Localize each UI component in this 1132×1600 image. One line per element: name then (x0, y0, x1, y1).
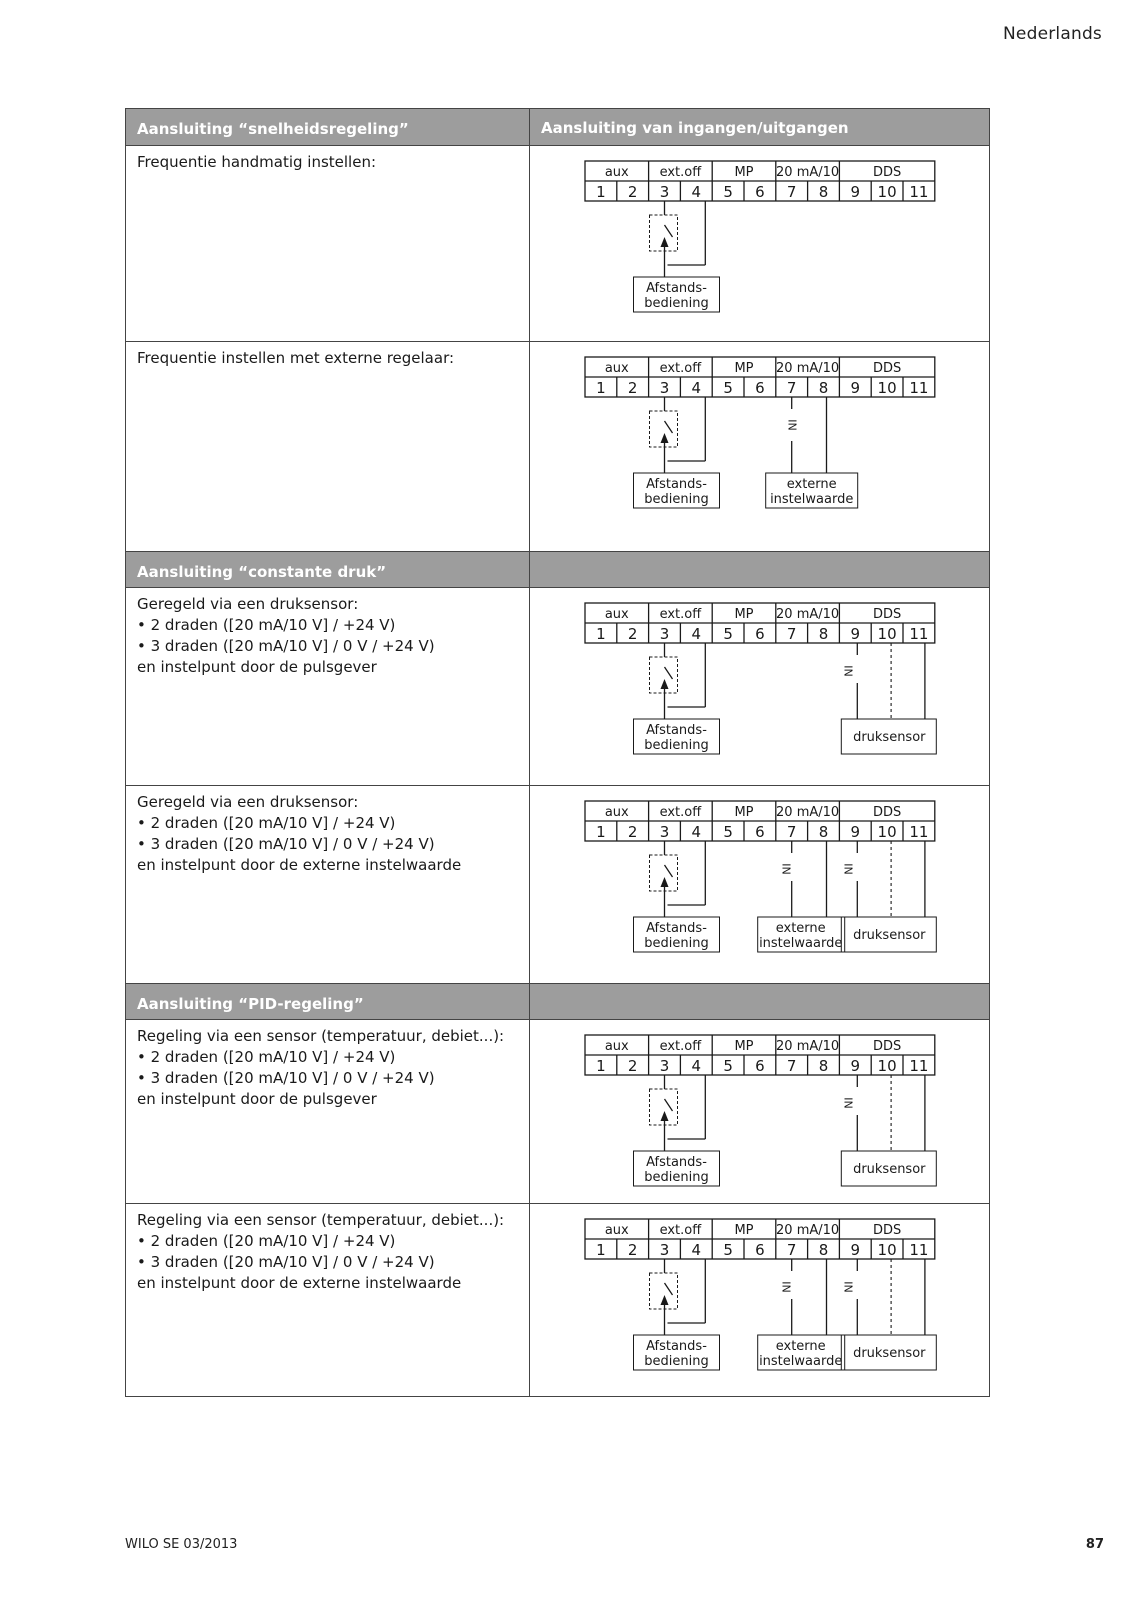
terminal-6: 6 (755, 1241, 765, 1259)
page-number: 87 (1085, 1537, 1104, 1552)
group-label-extoff: ext.off (659, 607, 702, 622)
group-label-aux: aux (604, 1223, 629, 1238)
terminal-1: 1 (596, 1241, 606, 1259)
in-label-external: IN (779, 863, 793, 875)
terminal-10: 10 (877, 625, 897, 643)
terminal-3: 3 (659, 1057, 670, 1075)
table-header-speed (126, 109, 989, 145)
terminal-7: 7 (786, 823, 797, 841)
group-label-aux: aux (604, 165, 629, 180)
row-description: Geregeld via een druksensor: • 2 draden ([20 mA/10 V] / +24 V) • 3 draden ([20 mA/10 V] / 0 V / +24 V) en instelpunt door de pulsgever (126, 588, 530, 785)
terminal-9: 9 (850, 379, 861, 397)
terminal-11: 11 (909, 379, 929, 397)
pressure-sensor-label: druksensor (853, 1346, 926, 1361)
remote-control-label-2: bediening (644, 296, 709, 311)
terminal-3: 3 (659, 183, 670, 201)
group-label-20ma10: 20 mA/10 (776, 165, 840, 180)
group-label-dds: DDS (872, 607, 902, 622)
table-row (126, 341, 989, 551)
terminal-6: 6 (755, 183, 765, 201)
switch-contact (665, 1283, 673, 1295)
terminal-10: 10 (877, 1241, 897, 1259)
connection-table (125, 108, 990, 1397)
terminal-4: 4 (691, 823, 702, 841)
terminal-7: 7 (786, 379, 797, 397)
switch-contact (665, 225, 673, 237)
terminal-5: 5 (723, 1241, 733, 1259)
group-label-aux: aux (604, 1039, 629, 1054)
group-label-aux: aux (604, 361, 629, 376)
wiring-diagram-cell (530, 342, 989, 551)
terminal-4: 4 (691, 1057, 702, 1075)
wiring-diagram-cell (530, 786, 989, 983)
terminal-6: 6 (755, 1057, 765, 1075)
pressure-sensor-label: druksensor (853, 730, 926, 745)
remote-control-label-2: bediening (644, 492, 709, 507)
terminal-4: 4 (691, 625, 702, 643)
group-label-dds: DDS (872, 165, 902, 180)
terminal-10: 10 (877, 183, 897, 201)
group-label-extoff: ext.off (659, 361, 702, 376)
terminal-2: 2 (627, 823, 638, 841)
header-empty (530, 984, 989, 1019)
group-label-aux: aux (604, 607, 629, 622)
wiring-diagram (530, 1020, 990, 1204)
terminal-9: 9 (850, 183, 861, 201)
terminal-4: 4 (691, 183, 702, 201)
switch-contact (665, 865, 673, 877)
group-label-dds: DDS (872, 805, 902, 820)
wiring-diagram (530, 342, 990, 552)
group-label-20ma10: 20 mA/10 (776, 1223, 840, 1238)
terminal-4: 4 (691, 379, 702, 397)
terminal-8: 8 (818, 625, 829, 643)
group-label-20ma10: 20 mA/10 (776, 607, 840, 622)
terminal-2: 2 (627, 1241, 638, 1259)
terminal-2: 2 (627, 379, 638, 397)
terminal-11: 11 (909, 1057, 929, 1075)
group-label-aux: aux (604, 805, 629, 820)
table-row (126, 587, 989, 785)
in-label-sensor: IN (841, 863, 855, 875)
in-label-sensor: IN (841, 1281, 855, 1293)
group-label-20ma10: 20 mA/10 (776, 361, 840, 376)
group-label-extoff: ext.off (659, 1039, 702, 1054)
external-setpoint-label-2: instelwaarde (759, 1354, 843, 1369)
header-pid-control: Aansluiting “PID-regeling” (126, 984, 530, 1019)
group-label-extoff: ext.off (659, 805, 702, 820)
terminal-1: 1 (596, 1057, 606, 1075)
group-label-extoff: ext.off (659, 165, 702, 180)
terminal-9: 9 (850, 823, 861, 841)
terminal-2: 2 (627, 183, 638, 201)
group-label-dds: DDS (872, 1223, 902, 1238)
terminal-11: 11 (909, 625, 929, 643)
terminal-10: 10 (877, 823, 897, 841)
row-description: Frequentie instellen met externe regelaar: (126, 342, 530, 551)
switch-arrow (661, 237, 669, 247)
terminal-1: 1 (596, 379, 606, 397)
terminal-6: 6 (755, 625, 765, 643)
remote-control-label-1: Afstands- (646, 281, 707, 296)
remote-control-label-2: bediening (644, 738, 709, 753)
external-setpoint-label-2: instelwaarde (759, 936, 843, 951)
header-empty (530, 552, 989, 587)
table-row (126, 1203, 989, 1396)
terminal-10: 10 (877, 1057, 897, 1075)
wiring-diagram-cell (530, 1204, 989, 1396)
remote-control-label-1: Afstands- (646, 921, 707, 936)
group-label-20ma10: 20 mA/10 (776, 1039, 840, 1054)
terminal-6: 6 (755, 823, 765, 841)
terminal-8: 8 (818, 379, 829, 397)
group-label-dds: DDS (872, 361, 902, 376)
external-setpoint-label-1: externe (786, 477, 837, 492)
terminal-6: 6 (755, 379, 765, 397)
in-label-sensor: IN (841, 1097, 855, 1109)
switch-arrow (661, 877, 669, 887)
remote-control-label-1: Afstands- (646, 1155, 707, 1170)
terminal-11: 11 (909, 823, 929, 841)
terminal-3: 3 (659, 625, 670, 643)
switch-arrow (661, 679, 669, 689)
pressure-sensor-label: druksensor (853, 1162, 926, 1177)
switch-arrow (661, 433, 669, 443)
remote-control-label-1: Afstands- (646, 723, 707, 738)
pressure-sensor-label: druksensor (853, 928, 926, 943)
external-setpoint-label-1: externe (775, 1339, 826, 1354)
remote-control-label-2: bediening (644, 1170, 709, 1185)
terminal-7: 7 (786, 1057, 797, 1075)
terminal-11: 11 (909, 1241, 929, 1259)
terminal-9: 9 (850, 625, 861, 643)
terminal-3: 3 (659, 823, 670, 841)
table-row (126, 145, 989, 341)
external-setpoint-label-1: externe (775, 921, 826, 936)
header-io-connections: Aansluiting van ingangen/uitgangen (541, 119, 849, 137)
group-label-mp: MP (734, 1039, 754, 1054)
wiring-diagram-cell (530, 588, 989, 785)
table-header-pressure (126, 551, 989, 587)
terminal-8: 8 (818, 1241, 829, 1259)
group-label-mp: MP (734, 1223, 754, 1238)
table-row (126, 785, 989, 983)
group-label-mp: MP (734, 165, 754, 180)
group-label-mp: MP (734, 805, 754, 820)
table-row (126, 1019, 989, 1203)
in-label-external: IN (779, 1281, 793, 1293)
switch-contact (665, 421, 673, 433)
terminal-5: 5 (723, 823, 733, 841)
terminal-5: 5 (723, 183, 733, 201)
row-description: Frequentie handmatig instellen: (126, 146, 530, 341)
row-description: Geregeld via een druksensor: • 2 draden ([20 mA/10 V] / +24 V) • 3 draden ([20 mA/10 V] / 0 V / +24 V) en instelpunt door de externe instelwaarde (126, 786, 530, 983)
terminal-2: 2 (627, 625, 638, 643)
switch-contact (665, 1099, 673, 1111)
in-label: IN (785, 419, 799, 431)
terminal-9: 9 (850, 1057, 861, 1075)
wiring-diagram-cell (530, 146, 989, 341)
wiring-diagram-cell (530, 1020, 989, 1203)
switch-arrow (661, 1295, 669, 1305)
terminal-7: 7 (786, 625, 797, 643)
terminal-11: 11 (909, 183, 929, 201)
terminal-4: 4 (691, 1241, 702, 1259)
remote-control-label-2: bediening (644, 936, 709, 951)
wiring-diagram (530, 786, 990, 984)
wiring-diagram (530, 146, 990, 342)
group-label-mp: MP (734, 607, 754, 622)
terminal-8: 8 (818, 183, 829, 201)
switch-contact (665, 667, 673, 679)
group-label-20ma10: 20 mA/10 (776, 805, 840, 820)
remote-control-label-1: Afstands- (646, 1339, 707, 1354)
terminal-8: 8 (818, 823, 829, 841)
terminal-1: 1 (596, 625, 606, 643)
row-description: Regeling via een sensor (temperatuur, debiet...): • 2 draden ([20 mA/10 V] / +24 V) • 3 draden ([20 mA/10 V] / 0 V / +24 V) en instelpunt door de externe instelwaarde (126, 1204, 530, 1396)
external-setpoint-label-2: instelwaarde (770, 492, 854, 507)
terminal-10: 10 (877, 379, 897, 397)
terminal-5: 5 (723, 1057, 733, 1075)
terminal-1: 1 (596, 183, 606, 201)
terminal-9: 9 (850, 1241, 861, 1259)
terminal-7: 7 (786, 1241, 797, 1259)
group-label-extoff: ext.off (659, 1223, 702, 1238)
switch-arrow (661, 1111, 669, 1121)
terminal-5: 5 (723, 625, 733, 643)
group-label-dds: DDS (872, 1039, 902, 1054)
terminal-2: 2 (627, 1057, 638, 1075)
terminal-5: 5 (723, 379, 733, 397)
group-label-mp: MP (734, 361, 754, 376)
remote-control-label-2: bediening (644, 1354, 709, 1369)
wiring-diagram (530, 588, 990, 786)
row-description: Regeling via een sensor (temperatuur, debiet...): • 2 draden ([20 mA/10 V] / +24 V) • 3 draden ([20 mA/10 V] / 0 V / +24 V) en instelpunt door de pulsgever (126, 1020, 530, 1203)
wiring-diagram (530, 1204, 990, 1397)
footer-publisher: WILO SE 03/2013 (125, 1537, 238, 1552)
table-header-pid (126, 983, 989, 1019)
terminal-1: 1 (596, 823, 606, 841)
terminal-7: 7 (786, 183, 797, 201)
header-constant-pressure: Aansluiting “constante druk” (126, 552, 530, 587)
terminal-3: 3 (659, 1241, 670, 1259)
terminal-3: 3 (659, 379, 670, 397)
remote-control-label-1: Afstands- (646, 477, 707, 492)
in-label-sensor: IN (841, 665, 855, 677)
header-speed-control: Aansluiting “snelheidsregeling” (126, 109, 530, 145)
page-language: Nederlands (1003, 24, 1102, 44)
terminal-8: 8 (818, 1057, 829, 1075)
